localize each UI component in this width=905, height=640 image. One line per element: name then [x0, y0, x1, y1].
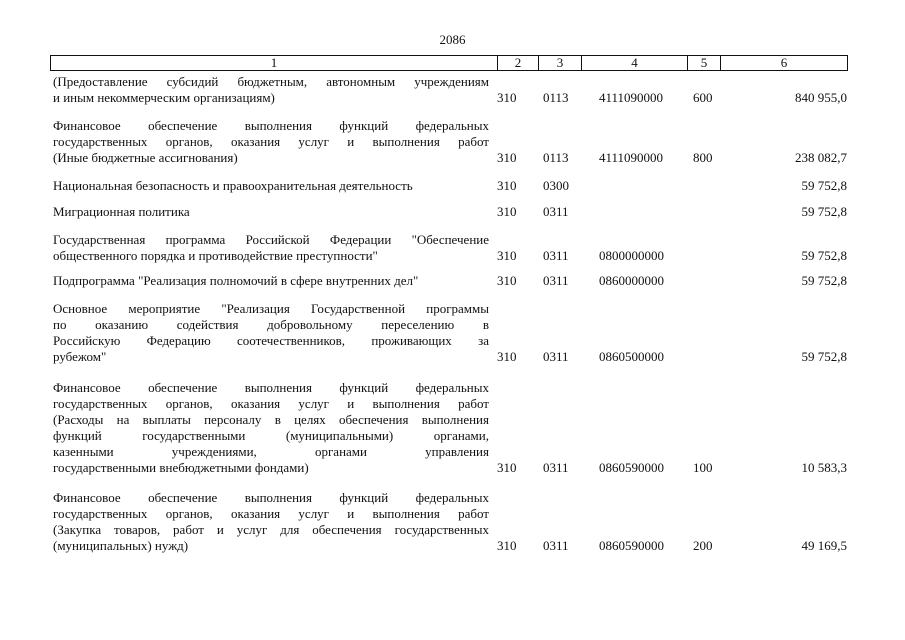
table-row	[0, 178, 905, 194]
row-description	[53, 273, 489, 289]
description-line: Российскую Федерацию соотечественников, проживающих за	[53, 333, 489, 348]
description-line: (Расходы на выплаты персоналу в целях обеспечения выполнения	[53, 412, 489, 427]
description-line: общественного порядка и противодействие преступности"	[53, 248, 378, 263]
cell-c6: 59 752,8	[801, 273, 847, 288]
cell-c6: 59 752,8	[801, 349, 847, 364]
cell-c3: 0311	[543, 204, 569, 219]
cell-c2: 310	[497, 349, 517, 364]
cell-c3: 0311	[543, 273, 569, 288]
description-line: Национальная безопасность и правоохранительная деятельность	[53, 178, 413, 193]
description-line: по оказанию содействия добровольному переселению в	[53, 317, 489, 332]
cell-c2: 310	[497, 248, 517, 263]
row-description	[53, 204, 489, 220]
description-line: государственных органов, оказания услуг и выполнения работ	[53, 396, 489, 411]
cell-c3: 0300	[543, 178, 569, 193]
table-row	[0, 232, 905, 264]
description-line: Финансовое обеспечение выполнения функций федеральных	[53, 380, 489, 395]
header-col-5: 5	[688, 56, 721, 70]
cell-c2: 310	[497, 204, 517, 219]
row-description	[53, 380, 489, 476]
description-line: государственных органов, оказания услуг и выполнения работ	[53, 134, 489, 149]
row-description	[53, 178, 489, 194]
table-row	[0, 74, 905, 106]
table-row	[0, 380, 905, 476]
cell-c3: 0311	[543, 538, 569, 553]
cell-c4: 0800000000	[599, 248, 664, 263]
description-line: казенными учреждениями, органами управления	[53, 444, 489, 459]
cell-c4: 4111090000	[599, 150, 664, 165]
cell-c2: 310	[497, 538, 517, 553]
description-line: и иным некоммерческим организациям)	[53, 90, 275, 105]
cell-c2: 310	[497, 273, 517, 288]
description-line: (Иные бюджетные ассигнования)	[53, 150, 238, 165]
description-line: Финансовое обеспечение выполнения функций федеральных	[53, 118, 489, 133]
description-line: рубежом"	[53, 349, 107, 364]
cell-c6: 59 752,8	[801, 204, 847, 219]
row-description	[53, 301, 489, 365]
header-col-6: 6	[780, 55, 788, 70]
cell-c6: 10 583,3	[801, 460, 847, 475]
cell-c2: 310	[497, 178, 517, 193]
cell-c3: 0311	[543, 460, 569, 475]
cell-c3: 0113	[543, 150, 569, 165]
cell-c6: 49 169,5	[801, 538, 847, 553]
table-row	[0, 490, 905, 554]
row-description	[53, 118, 489, 166]
header-col-4: 4	[582, 56, 688, 70]
description-line: Финансовое обеспечение выполнения функций федеральных	[53, 490, 489, 505]
cell-c5: 200	[693, 538, 713, 553]
cell-c6: 59 752,8	[801, 178, 847, 193]
cell-c4: 0860590000	[599, 460, 664, 475]
cell-c5: 100	[693, 460, 713, 475]
cell-c5: 800	[693, 150, 713, 165]
description-line: (Закупка товаров, работ и услуг для обеспечения государственных	[53, 522, 489, 537]
cell-c6: 59 752,8	[801, 248, 847, 263]
cell-c2: 310	[497, 150, 517, 165]
cell-c4: 0860590000	[599, 538, 664, 553]
table-header-row	[50, 55, 848, 71]
description-line: Основное мероприятие "Реализация Государственной программы	[53, 301, 489, 316]
cell-c6: 840 955,0	[795, 90, 847, 105]
cell-c2: 310	[497, 90, 517, 105]
row-description	[53, 74, 489, 106]
cell-c4: 0860000000	[599, 273, 664, 288]
description-line: (муниципальных) нужд)	[53, 538, 189, 553]
table-row	[0, 301, 905, 365]
table-row	[0, 273, 905, 289]
description-line: Миграционная политика	[53, 204, 190, 219]
page-number: 2086	[439, 32, 466, 47]
description-line: государственных органов, оказания услуг и выполнения работ	[53, 506, 489, 521]
description-line: (Предоставление субсидий бюджетным, автономным учреждениям	[53, 74, 489, 89]
cell-c5: 600	[693, 90, 713, 105]
row-description	[53, 490, 489, 554]
cell-c6: 238 082,7	[795, 150, 847, 165]
description-line: функций государственными (муниципальными) органами,	[53, 428, 489, 443]
table-row	[0, 118, 905, 166]
cell-c2: 310	[497, 460, 517, 475]
table-row	[0, 204, 905, 220]
cell-c3: 0311	[543, 349, 569, 364]
header-col-1: 1	[51, 56, 498, 70]
header-col-2: 2	[498, 56, 539, 70]
cell-c3: 0113	[543, 90, 569, 105]
row-description	[53, 232, 489, 264]
header-col-3: 3	[539, 56, 582, 70]
description-line: государственными внебюджетными фондами)	[53, 460, 309, 475]
description-line: Государственная программа Российской Федерации "Обеспечение	[53, 232, 489, 247]
description-line: Подпрограмма "Реализация полномочий в сфере внутренних дел"	[53, 273, 419, 288]
cell-c4: 4111090000	[599, 90, 664, 105]
cell-c4: 0860500000	[599, 349, 664, 364]
cell-c3: 0311	[543, 248, 569, 263]
